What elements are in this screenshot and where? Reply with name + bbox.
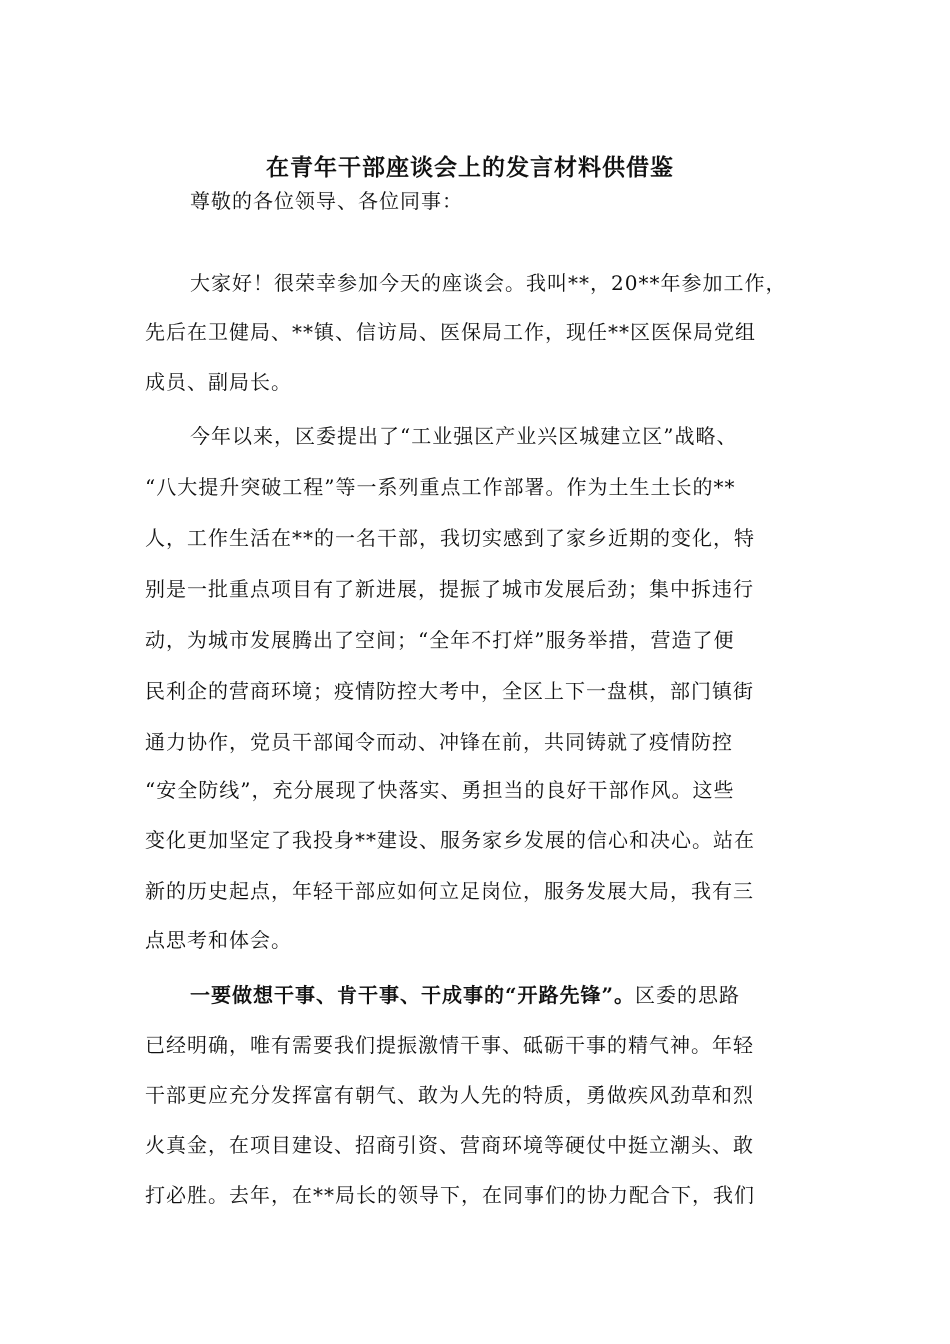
paragraph-line: 动，为城市发展腾出了空间；“全年不打烊”服务举措，营造了便 <box>145 628 735 652</box>
paragraph-line: 大家好！很荣幸参加今天的座谈会。我叫**，20**年参加工作， <box>190 271 787 295</box>
paragraph-line: “安全防线”，充分展现了快落实、勇担当的良好干部作风。这些 <box>145 778 735 802</box>
paragraph-line: 通力协作，党员干部闻令而动、冲锋在前，共同铸就了疫情防控 <box>145 730 733 754</box>
paragraph-line: 民利企的营商环境；疫情防控大考中，全区上下一盘棋，部门镇街 <box>145 679 754 703</box>
paragraph-line: 先后在卫健局、**镇、信访局、医保局工作，现任**区医保局党组 <box>145 320 756 344</box>
point-text: 区委的思路 <box>635 983 741 1007</box>
paragraph-line: 新的历史起点，年轻干部应如何立足岗位，服务发展大局，我有三 <box>145 879 754 903</box>
paragraph-line <box>190 977 740 1013</box>
document-title: 在青年干部座谈会上的发言材料供借鉴 <box>266 154 674 181</box>
paragraph-line: 成员、副局长。 <box>145 370 292 394</box>
paragraph-line: 人，工作生活在**的一名干部，我切实感到了家乡近期的变化，特 <box>145 526 755 550</box>
paragraph-line: 今年以来，区委提出了“工业强区产业兴区城建立区”战略、 <box>190 424 738 448</box>
paragraph-line: 干部更应充分发挥富有朝气、敢为人先的特质，勇做疾风劲草和烈 <box>145 1083 754 1107</box>
paragraph-line: 别是一批重点项目有了新进展，提振了城市发展后劲；集中拆违行 <box>145 577 754 601</box>
paragraph-line: 点思考和体会。 <box>145 928 292 952</box>
paragraph-line: 火真金，在项目建设、招商引资、营商环境等硬仗中挺立潮头、敢 <box>145 1133 754 1157</box>
paragraph-line: “八大提升突破工程”等一系列重点工作部署。作为土生土长的** <box>145 475 736 499</box>
paragraph-line: 打必胜。去年，在**局长的领导下，在同事们的协力配合下，我们 <box>145 1183 755 1207</box>
point-heading: 一要做想干事、肯干事、干成事的“开路先锋”。 <box>190 983 636 1007</box>
paragraph-line: 变化更加坚定了我投身**建设、服务家乡发展的信心和决心。站在 <box>145 828 755 852</box>
greeting-line: 尊敬的各位领导、各位同事： <box>190 189 463 213</box>
paragraph-line: 已经明确，唯有需要我们提振激情干事、砥砺干事的精气神。年轻 <box>145 1033 754 1057</box>
